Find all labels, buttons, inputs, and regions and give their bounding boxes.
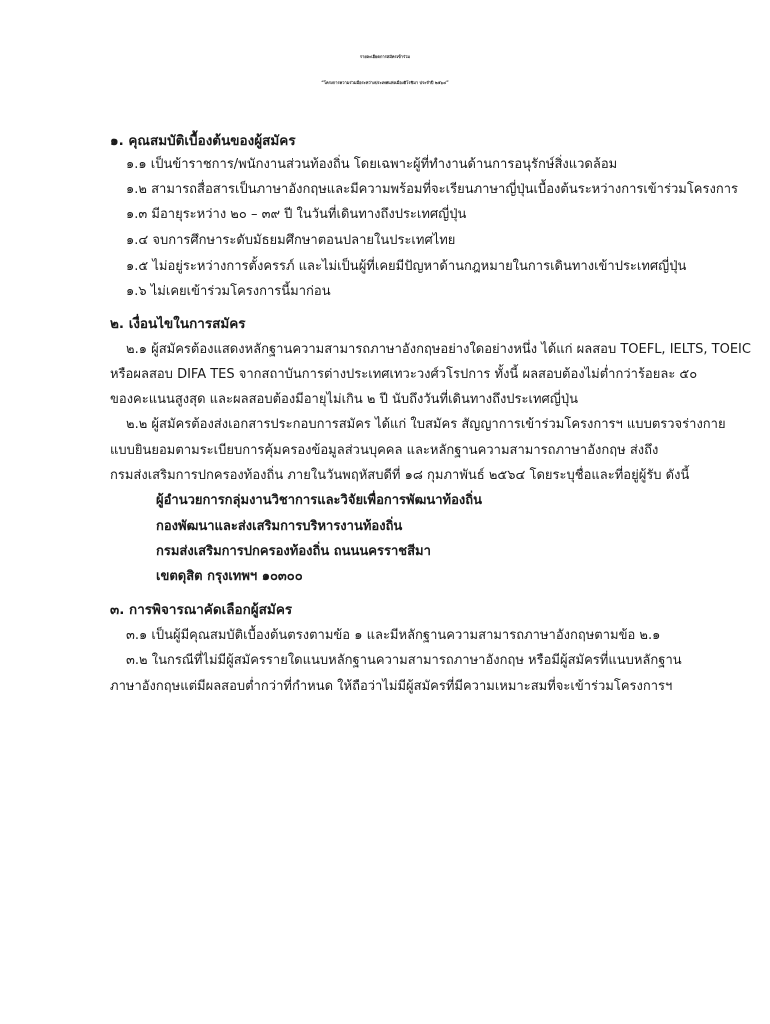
section-3-paragraph-line: ๓.๒ ในกรณีที่ไม่มีผู้สมัครรายใดแนบหลักฐานความสามารถภาษาอังกฤษ หรือมีผู้สมัครที่แนบหลักฐาน (126, 653, 682, 668)
section-2-paragraph-line: หรือผลสอบ DIFA TES จากสถาบันการต่างประเทศเทวะวงศ์วโรปการ ทั้งนี้ ผลสอบต้องไม่ต่ำกว่าร้อยละ ๕๐ (110, 367, 698, 382)
section-1-item: ๑.๑ เป็นข้าราชการ/พนักงานส่วนท้องถิ่น โดยเฉพาะผู้ที่ทำงานด้านการอนุรักษ์สิ่งแวดล้อม (126, 157, 618, 172)
section-2-paragraph-line: กรมส่งเสริมการปกครองท้องถิ่น ภายในวันพฤหัสบดีที่ ๑๘ กุมภาพันธ์ ๒๕๖๔ โดยระบุชื่อและที่อยู่ผู้รับ ดังนี้ (110, 468, 690, 483)
section-3-paragraph-line: ๓.๑ เป็นผู้มีคุณสมบัติเบื้องต้นตรงตามข้อ ๑ และมีหลักฐานความสามารถภาษาอังกฤษตามข้อ ๒.๑ (126, 628, 661, 643)
section-3-heading: ๓. การพิจารณาคัดเลือกผู้สมัคร (110, 602, 293, 618)
section-2-paragraph-line: ของคะแนนสูงสุด และผลสอบต้องมีอายุไม่เกิน ๒ ปี นับถึงวันที่เดินทางถึงประเทศญี่ปุ่น (110, 392, 579, 407)
address-line: กรมส่งเสริมการปกครองท้องถิ่น ถนนนครราชสีมา (156, 544, 431, 559)
section-1-item: ๑.๔ จบการศึกษาระดับมัธยมศึกษาตอนปลายในประเทศไทย (126, 233, 456, 248)
address-line: กองพัฒนาและส่งเสริมการบริหารงานท้องถิ่น (156, 519, 403, 534)
section-1-item: ๑.๖ ไม่เคยเข้าร่วมโครงการนี้มาก่อน (126, 284, 331, 299)
address-line: เขตดุสิต กรุงเทพฯ ๑๐๓๐๐ (156, 569, 303, 584)
address-line: ผู้อำนวยการกลุ่มงานวิชาการและวิจัยเพื่อการพัฒนาท้องถิ่น (156, 493, 483, 508)
section-1-heading: ๑. คุณสมบัติเบื้องต้นของผู้สมัคร (110, 133, 296, 149)
section-2-paragraph-line: ๒.๒ ผู้สมัครต้องส่งเอกสารประกอบการสมัคร ได้แก่ ใบสมัคร สัญญาการเข้าร่วมโครงการฯ แบบตรวจร่างกาย (126, 417, 726, 432)
section-2-heading: ๒. เงื่อนไขในการสมัคร (110, 316, 246, 332)
section-2-paragraph-line: ๒.๑ ผู้สมัครต้องแสดงหลักฐานความสามารถภาษาอังกฤษอย่างใดอย่างหนึ่ง ได้แก่ ผลสอบ TOEFL, IELTS, TOEIC (126, 342, 751, 357)
document-title: รายละเอียดการสมัครเข้าร่วม (359, 54, 411, 59)
section-1-item: ๑.๒ สามารถสื่อสารเป็นภาษาอังกฤษและมีความพร้อมที่จะเรียนภาษาญี่ปุ่นเบื้องต้นระหว่างการเข้าร่วมโครงการ (126, 182, 738, 197)
section-1-item: ๑.๓ มีอายุระหว่าง ๒๐ – ๓๙ ปี ในวันที่เดินทางถึงประเทศญี่ปุ่น (126, 207, 467, 222)
section-1-item: ๑.๕ ไม่อยู่ระหว่างการตั้งครรภ์ และไม่เป็นผู้ที่เคยมีปัญหาด้านกฎหมายในการเดินทางเข้าประเทศญี่ปุ่น (126, 259, 687, 274)
section-2-paragraph-line: แบบยินยอมตามระเบียบการคุ้มครองข้อมูลส่วนบุคคล และหลักฐานความสามารถภาษาอังกฤษ ส่งถึง (110, 443, 659, 458)
section-3-paragraph-line: ภาษาอังกฤษแต่มีผลสอบต่ำกว่าที่กำหนด ให้ถือว่าไม่มีผู้สมัครที่มีความเหมาะสมที่จะเข้าร่วมโครงการฯ (110, 679, 673, 694)
document-subtitle: “โครงการความร่วมมือระหว่างประเทศแห่งเมืองฮิโรชิมา ประจำปี ๒๕๖๔” (321, 80, 449, 85)
